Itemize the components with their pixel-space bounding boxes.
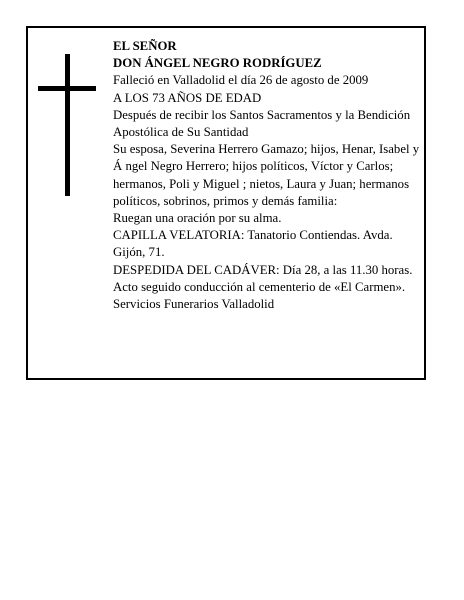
- deceased-name: DON ÁNGEL NEGRO RODRÍGUEZ: [113, 56, 322, 71]
- title-line-1: EL SEÑOR: [113, 39, 177, 53]
- death-statement: Falleció en Valladolid el día 26 de agosto de 2009: [113, 73, 369, 88]
- cross-icon: [38, 54, 96, 196]
- chapel-info: CAPILLA VELATORIA: Tanatorio Contiendas. Avda. Gijón, 71.: [113, 228, 393, 260]
- family-statement: Su esposa, Severina Herrero Gamazo; hijos, Henar, Isabel y Á ngel Negro Herrero; hijos políticos, Víctor y Carlos; hermanos, Poli y Miguel ; nietos, Laura y Juan; hermanos políticos, sobrinos, primos y demás familia:: [113, 142, 420, 208]
- funeral-services: Servicios Funerarios Valladolid: [113, 297, 275, 312]
- farewell-info: DESPEDIDA DEL CADÁVER: Día 28, a las 11.30 horas. Acto seguido conducción al cementerio de «El Carmen».: [113, 262, 413, 294]
- sacraments-statement: Después de recibir los Santos Sacramentos y la Bendición Apostólica de Su Santidad: [113, 107, 411, 140]
- cross-vertical-bar: [65, 54, 70, 196]
- cross-horizontal-bar: [38, 86, 96, 91]
- obituary-text: [113, 38, 423, 313]
- prayer-request: Ruegan una oración por su alma.: [113, 211, 282, 226]
- age-statement: A LOS 73 AÑOS DE EDAD: [113, 90, 262, 105]
